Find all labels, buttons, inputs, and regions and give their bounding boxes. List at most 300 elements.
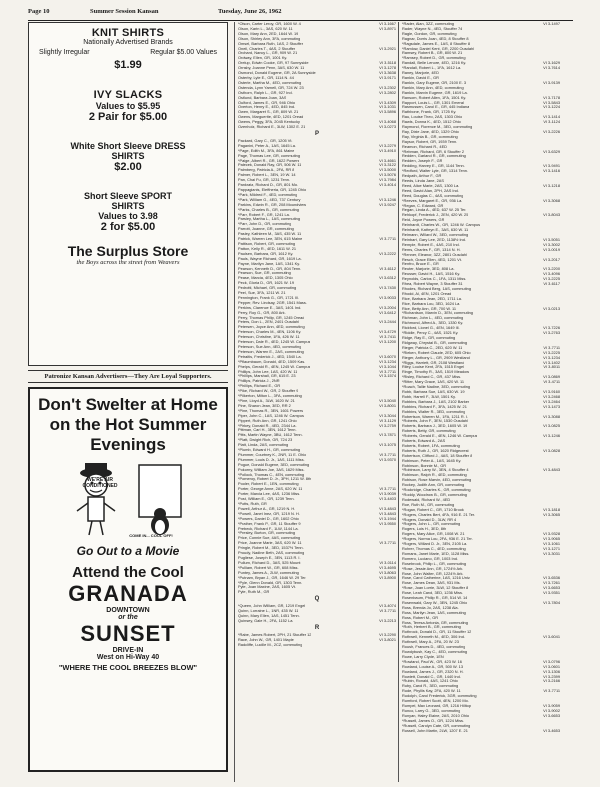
- entry-name: Perry, Roy G., GR, 800 Ark.: [238, 310, 286, 315]
- entry-name: Parkins, Edwin R., GR, 208 Moundview: [238, 202, 307, 207]
- entry-phone: VI 3-7984: [379, 178, 396, 183]
- entry-name: *Rader, Alan, 3ZZ, commuting: [402, 22, 454, 26]
- entry-name: Reinbart, Gary Lee, 2ED, 1138½ Ind.: [402, 237, 466, 242]
- entry-name: Radcliffe, Lucille M., 2CZ, commuting: [238, 642, 303, 647]
- entry-name: Olson, Shirley Ann, 3FA, commuting: [238, 36, 301, 41]
- entry-name: Rawls, Donna K., 4ED, 1512 Ohio: [402, 120, 461, 125]
- entry-name: Overton, Henry E., 4ED, 845 Ind.: [238, 105, 296, 110]
- entry-name: *Russell, James O., GR, 1224 Miss.: [402, 718, 465, 723]
- entry-name: Rudolph, Carol Frederick, 3GR, commuting: [402, 694, 477, 699]
- entry-name: Rems, Charles F., GR, 1314 N. H.: [402, 247, 461, 252]
- entry-name: Ostlund, Barbara Joan, 3AS: [238, 95, 287, 100]
- entry-phone: VI 3-4014: [379, 183, 396, 188]
- entry-phone: VI 3-1306: [543, 669, 560, 674]
- entry-name: Peterson, Charles M., 4EN, 1106 Ky.: [238, 330, 302, 335]
- entry-name: Peel, Sue, 3FA, 1211 W. 21: [238, 291, 286, 296]
- entry-phone: VI 3-3088: [543, 414, 560, 419]
- entry-phone: VI 3-7711: [379, 369, 396, 374]
- entry-phone: VI 3-1075: [379, 443, 396, 448]
- entry-name: Owens, Peggy, 3FA, 2045 Kentucky: [238, 120, 300, 125]
- entry-name: Orchard, Nancy L., GR, 909 W. 21: [238, 51, 298, 56]
- entry-phone: VI 3-5040: [379, 398, 396, 403]
- column-rule: [234, 22, 235, 782]
- entry-phone: VI 3-4843: [379, 511, 396, 516]
- entry-name: Rader, Wayne N., 4ED, Stouffer 74: [402, 26, 463, 31]
- entry-name: Olson, Karin L., 3AS, 620 W. 11: [238, 26, 293, 31]
- entry-phone: VI 3-1061: [543, 542, 560, 547]
- entry-name: *Parks, Charles B., GR, commuting: [238, 207, 299, 212]
- entry-name: Pattison, Robert, GR, commuting: [238, 241, 296, 246]
- entry-phone: VI 3-9491: [543, 164, 560, 169]
- entry-phone: VI 3-8001: [379, 403, 396, 408]
- sunset-drive-in: DRIVE-IN: [112, 647, 144, 654]
- entry-phone: VI 3-7711: [379, 452, 396, 457]
- entry-name: *Rogers, John L., GR, commuting: [402, 522, 461, 527]
- entry-name: Roberts, Betty, GR, commuting: [402, 429, 456, 434]
- entry-phone: VI 3-0114: [379, 560, 396, 565]
- entry-name: Rhodd, Al, 4EN, 1201 Oread: [402, 291, 452, 296]
- entry-name: Perkins, Clarence E., 3AS, 1401 Ind.: [238, 305, 302, 310]
- entry-name: *Russell, Carolyn Cate, GR, commuting: [402, 723, 471, 728]
- section-letter: P: [314, 130, 319, 137]
- entry-name: Redden, Garland R., GR, commuting: [402, 154, 466, 159]
- entry-name: *Page, Edith M., 3FA, 861 Maine: [238, 148, 295, 153]
- entry-name: *Riddle, Percy C., 4AS, 1521 Ky.: [402, 331, 459, 336]
- entry-phone: VI 3-6070: [379, 354, 396, 359]
- directory-entry: [402, 729, 560, 734]
- entry-phone: VI 3-2017: [543, 257, 560, 262]
- entry-name: *Park, Mildred F., 4ED, commuting: [238, 192, 298, 197]
- sport-shirts-title: Short Sleeve SPORT SHIRTS: [83, 191, 173, 211]
- entry-name: Rothwell, Kenneth M., 4ED, 306 Ind.: [402, 635, 465, 640]
- entry-name: Robbins, Walter R., 3ED, commuting: [402, 409, 466, 414]
- entry-name: Pauls, Wayne Richard, GR, 1619 La.: [238, 256, 302, 261]
- entry-name: Roberts, Ruth J., GR, 1620 Ridgecrest: [402, 448, 469, 453]
- entry-name: Rowland, Louise A., GR, 500 W. 13: [402, 664, 463, 669]
- entry-name: Platt, Linda, 2AS, commuting: [238, 443, 289, 448]
- entry-name: Palecek, Donald Ray, GR, 506 W. 11: [238, 163, 302, 168]
- entry-name: *Rowland, Paul W., GR, 423 W. 16: [402, 659, 462, 664]
- entry-name: *Rockridge, Charles K., GR, commuting: [402, 488, 471, 493]
- entry-name: Oulford, James E., GR, 946 Ohio: [238, 100, 296, 105]
- entry-phone: VI 3-6312: [379, 276, 396, 281]
- entry-name: Raymond, Florence M., 3ED, commuting: [402, 125, 473, 130]
- entry-phone: VI 3-2302: [379, 85, 396, 90]
- entry-phone: VI 3-2004: [379, 305, 396, 310]
- entry-name: Randall, Belle Lenore, 4ED, 1216 Ky.: [402, 61, 467, 66]
- entry-name: Rude, Phyllis Kay, 2FA, 420 W. 11: [402, 689, 461, 694]
- entry-name: Reimann, Willard W., 3ED, commuting: [402, 232, 469, 237]
- entry-phone: VI 3-2468: [543, 394, 560, 399]
- entry-phone: VI 3-1124: [543, 120, 560, 125]
- entry-phone: VI 3-3122: [379, 163, 396, 168]
- entry-name: *Roberts, John F., 3EN, 1530 Ousdahl: [402, 419, 468, 424]
- entry-name: Reed, David Alan, 2PH, 2AS Ind.: [402, 188, 459, 193]
- entry-name: *Roddy, Woodrow B., GR, commuting: [402, 493, 467, 497]
- entry-name: *Phillips, Richard E., GR: [238, 384, 281, 389]
- entry-phone: VI 3-1278: [379, 66, 396, 71]
- knit-irregular: Slightly Irregular: [39, 49, 90, 56]
- entry-name: *Roth, Herbert B., GR, commuting: [402, 625, 461, 630]
- entry-name: *Pike, Richard W., GR, 2 Stouffer 9: [238, 389, 299, 394]
- entry-name: Romero, Luciano, GR, 1003 Ind.: [402, 556, 459, 561]
- entry-name: Remple, Robert E., 4AS, 210 Ind.: [402, 242, 460, 247]
- entry-name: *Parr, John D., GR, commuting: [238, 222, 292, 227]
- entry-name: Pearson, Kenneth D., GR, 804 Tenn.: [238, 266, 302, 271]
- entry-name: *Redford, Walter Lyle, GR, 1314 Tenn.: [402, 169, 469, 174]
- entry-name: Prebeck, Richard F., 1LW, 1144 La.: [238, 526, 299, 531]
- entry-name: Renfro, Bruce E., GR: [402, 262, 439, 267]
- entry-name: Rockey, Judith Ann, GR, commuting: [402, 483, 465, 488]
- entry-name: Rumpel, Max Leonard, GR, 1216 Hilltop: [402, 703, 471, 708]
- entry-name: Paganini, Peter A., 1AS, 1645 La.: [238, 143, 296, 148]
- section-letter: Q: [314, 596, 320, 603]
- entry-name: *Robinson, Larry W., 3EN, 4 Stouffer 4: [402, 468, 469, 473]
- entry-name: Rankin, David E., GR: [402, 75, 439, 80]
- entry-phone: VI 3-9328: [543, 532, 560, 537]
- entry-name: Pappagianis, Eleftheria, GR, 1245 Ohio: [238, 188, 307, 192]
- entry-name: Rapport, Louis L., GR, 1301 Emeral: [402, 100, 464, 105]
- entry-name: *Pflaumbaum, Donald, 4ED, 1509 Kas.: [238, 359, 306, 364]
- entry-name: Rieger, Patricia C., 2ED, 620 W. 11: [402, 345, 463, 350]
- entry-name: Rosenbaum, Philip R., GR, 514 W. 14: [402, 596, 468, 601]
- entry-name: Ostenda, Lynn Yarnell, GR, 724 W. 23: [238, 85, 304, 90]
- entry-name: Reinhardt, Charles W., GR, 1246 W. Campus: [402, 223, 481, 228]
- entry-name: *Regan, C. Edward, GR: [402, 203, 444, 208]
- entry-name: *Park, William G., 4ED, 737 Century: [238, 197, 301, 202]
- entry-name: *Pirkey, Donald R., 4ED, 2344 La.: [238, 423, 297, 428]
- knit-shirts-title: KNIT SHIRTS: [91, 27, 165, 39]
- entry-name: *Pyle, Glenn Donald, GR, 1303 Tenn.: [238, 580, 303, 585]
- entry-phone: VI 3-0019: [543, 247, 560, 252]
- entry-name: Petraitis, Frederick J., 4ED, 1540 La.: [238, 354, 302, 359]
- entry-phone: VI 3-2290: [379, 632, 396, 637]
- ivy-price: 2 Pair for $5.00: [88, 111, 168, 123]
- entry-phone: VI 3-4843: [543, 468, 560, 473]
- entry-name: *Reeves, Margaret E., GR, 936 La.: [402, 198, 463, 203]
- entry-phone: VI 3-2802: [379, 90, 396, 95]
- column-rule: [398, 22, 399, 782]
- entry-name: Robinson, Peter A., 1AS, 1645 Ky.: [402, 458, 462, 463]
- entry-name: Proudy, Nadine Beth, 2AS, commuting: [238, 551, 305, 556]
- entry-phone: VI 3-4068: [379, 120, 396, 125]
- entry-name: *Ritter, Mary Grace, 1AS, 420 W. 11: [402, 380, 464, 385]
- entry-name: Rothrock, Donald D., GR, 11 Stouffer 12: [402, 630, 472, 635]
- entry-phone: VI 3-8063: [379, 570, 396, 575]
- movie-ad: [28, 387, 228, 772]
- entry-name: Ruby, Carol R., 3ED, commuting: [402, 684, 459, 689]
- entry-name: *Putnam, Bryan J., GR, 1646 W. 29 Ter.: [238, 575, 307, 580]
- entry-name: Pyle, Ruth M., GR: [238, 590, 270, 595]
- entry-name: Olson, Mary Ann, 2ED, 1644 W. 19: [238, 31, 299, 36]
- entry-phone: VI 3-2226: [543, 129, 560, 134]
- entry-name: Reamon, Richard R., 4ED: [402, 144, 447, 149]
- entry-phone: VI 3-7261: [543, 581, 560, 586]
- entry-name: Richmond, Alfred A., 3ED, 1330 Ky.: [402, 321, 464, 326]
- sunset-slogan: "WHERE THE COOL BREEZES BLOW": [58, 663, 198, 672]
- entry-phone: VI 3-7711: [379, 237, 396, 242]
- entry-name: Pugliese, Joseph E., 3EN, 1113 R. I.: [238, 555, 301, 560]
- entry-name: Rowlett, Donald C., GR, 1440 Ind.: [402, 674, 461, 679]
- entry-name: Pyle, Joan Maxine, 2AS, 1605 Vt.: [238, 585, 296, 590]
- entry-name: *Richardson, Marvin D., 3EN, commuting: [402, 311, 473, 316]
- entry-phone: VI 3-1129: [379, 418, 396, 423]
- page-header: [28, 6, 573, 21]
- entry-name: Phillips, John Lee, 1AS, 420 W. 11: [238, 369, 298, 374]
- entry-name: Porter, Marcia Lee, 4AS, 1236 Miss.: [238, 492, 301, 497]
- entry-name: Omsel, Barbara Ruth, 1AS, 2 Stouffer: [238, 41, 304, 46]
- entry-phone: VI 3-3638: [379, 71, 396, 76]
- entry-phone: VI 3-0869: [543, 375, 560, 380]
- entry-name: Redding, Harvey E., GR, 1144 Tenn.: [402, 164, 465, 169]
- entry-name: Pasley, Kathleen M., 3AS, 435 W. 11: [238, 232, 302, 237]
- entry-name: Rowe, Larry Clyde, 1EN: [402, 654, 444, 659]
- entry-phone: VI 3-4695: [379, 565, 396, 570]
- entry-phone: VI 3-5076: [379, 173, 396, 178]
- entry-name: Rhodes, Richard Berg, 1AS, commuting: [402, 286, 471, 291]
- entry-name: *Pollock, Thomas C., 4EN, commuting: [238, 472, 305, 477]
- entry-name: *Randall, Robert L., 1FA, 1612 La.: [402, 66, 462, 71]
- sunset-theater: SUNSET: [80, 621, 176, 646]
- entry-name: *Rose, Jessie Ann, GR, 1724½ Ark.: [402, 566, 464, 571]
- entry-name: Robertson, Warren M., 1FA, 1211 R. I.: [402, 414, 468, 419]
- entry-name: Ozenholz, Richard E., 3LW, 1302 E. 21: [238, 125, 306, 130]
- entry-name: Rasmussen, Carol E., GR, 445 Indiana: [402, 105, 470, 110]
- entry-name: *Ramlow, Daniel Kent, GR, 2200 Ousdahl: [402, 46, 475, 51]
- entry-name: Payne, Marilyn Jane, 1AS, 1341 Ky.: [238, 261, 300, 266]
- entry-phone: VI 3-9171: [379, 75, 396, 80]
- entry-phone: VI 3-1416: [543, 169, 560, 174]
- entry-name: Pokorny, William Joe, 3AS, 1629 Miss.: [238, 467, 305, 472]
- store-tagline: the Boys across the street from Weavers: [76, 259, 180, 266]
- entry-name: Pedrotti, Michael, GR, commuting: [238, 286, 297, 291]
- entry-name: Rehkopf, Frederick J., 2EN, 420 W. 25: [402, 213, 469, 218]
- entry-name: Redpath, Arthur F., GR: [402, 174, 442, 179]
- entry-name: Patton, Kelly R., 4ED, 1611 W. 21: [238, 246, 297, 251]
- entry-phone: VI 3-0825: [543, 424, 560, 429]
- knit-shirts-subtitle: Nationally Advertised Brands: [83, 39, 173, 46]
- sunset-location: West on Hi-Way 40: [96, 654, 160, 661]
- entry-name: Patrick, Warren Lee, 3EN, 615 Maine: [238, 237, 303, 242]
- directory-column-1: [238, 22, 396, 648]
- entry-name: Romans, Janet Marie, 1ED, 1128 Miss.: [402, 551, 470, 556]
- advertisement-column: [28, 22, 228, 772]
- entry-phone: VI 3-2763: [543, 331, 560, 336]
- entry-name: Orelup, Edwin Cooke, GR, 97 Sunnyside: [238, 61, 309, 66]
- entry-name: Peterson, Dale R., 4ED, 1245 W. Campus: [238, 340, 311, 345]
- entry-name: Ransom, Robert Allen, 1FA, 1501 Ky.: [402, 95, 467, 100]
- entry-name: Pullum, Richard D., 3AS, 525 Mount: [238, 560, 301, 565]
- entry-phone: VI 3-1234: [379, 359, 396, 364]
- entry-name: *Rogers, Willard D. Jr., 3EN, 2105 La.: [402, 542, 468, 547]
- entry-phone: VI 3-1271: [543, 546, 560, 551]
- entry-name: *Powell, Janet Inez, GR, 1219 N. H.: [238, 511, 300, 516]
- entry-name: Race, John W., GR, 1401 Maple: [238, 637, 294, 642]
- entry-phone: VI 3-4309: [379, 100, 396, 105]
- entry-phone: VI 3-2166: [543, 679, 560, 684]
- entry-name: Rice, Barbara Lou, 3ED, 1624 La.: [402, 301, 461, 306]
- knit-regular-values: Regular $5.00 Values: [150, 49, 217, 56]
- entry-name: Packard, Gary C., GR, 1205 Vt.: [238, 138, 293, 143]
- entry-name: Rodewald, Richard W., 4ED: [402, 497, 451, 502]
- entry-name: *Olson, Carter Leroy, GR, 1600 W. 4: [238, 22, 301, 26]
- entry-name: *Pine, Lloyd A., 3LW, 1620 W. 21: [238, 398, 295, 403]
- entry-phone: VI 3-1818: [543, 507, 560, 512]
- entry-phone: VI 3-2200: [543, 267, 560, 272]
- entry-phone: VI 3-1031: [379, 105, 396, 110]
- sport-values: Values to 3.98: [98, 211, 158, 221]
- air-conditioned-sign: WE'RE AIR CONDITIONED: [82, 477, 118, 489]
- entry-phone: VI 3-2225: [543, 350, 560, 355]
- entry-name: Phillips, Patricia J., 2NR: [238, 379, 280, 384]
- entry-phone: VI 3-7226: [543, 326, 560, 331]
- entry-phone: VI 3-0213: [543, 306, 560, 311]
- dress-price: $2.00: [114, 161, 142, 173]
- entry-name: Raysor, Robert, GR, 1939 Tenn.: [402, 139, 458, 144]
- entry-name: Ray, Dixie Jane, 4ED, 1329 Ohio: [402, 129, 459, 134]
- entry-phone: VI 3-2399: [543, 674, 560, 679]
- entry-phone: VI 3-8971: [379, 26, 396, 31]
- entry-name: *Pilkerton, Milton L., 3FA, commuting: [238, 394, 302, 399]
- entry-name: Owens, Marguerite, 4ED, 1201 Oread: [238, 115, 304, 120]
- entry-phone: VI 3-1234: [543, 355, 560, 360]
- entry-name: Osterby, Lyle E., GR, 1114 N. 44: [238, 75, 294, 80]
- entry-phone: VI 3-9550: [379, 521, 396, 526]
- entry-name: Rothwell, Mary A., 2FA, 20 W. 23: [402, 640, 459, 645]
- entry-phone: VI 3-7871: [379, 433, 396, 438]
- entry-phone: VI 3-1574: [379, 374, 396, 379]
- entry-name: Ragle, Gordon, GR, commuting: [402, 31, 457, 36]
- entry-phone: VI 3-9059: [543, 703, 560, 708]
- entry-phone: VI 3-3065: [543, 512, 560, 517]
- entry-name: Plummer, Courtney K., 2NR, 11 E. Ohio: [238, 452, 307, 457]
- entry-phone: VI 3-6653: [543, 586, 560, 591]
- entry-name: Pankratz, Richard D., GR, 801 Mo.: [238, 183, 299, 188]
- entry-name: *Rubin, Ronald, 4AS, 1241 Ohio: [402, 679, 458, 684]
- entry-name: Robb, Barbara Sue, 1AS, 630 W. 19: [402, 389, 465, 394]
- entry-phone: VI 3-1246: [379, 197, 396, 202]
- movie-headline: Don't Swelter at Home on the Hot Summer Evenings: [38, 395, 218, 454]
- entry-name: Pine, Sharon Jean, 3ED, RR 2: [238, 403, 291, 408]
- entry-phone: VI 3-3002: [543, 242, 560, 247]
- entry-phone: VI 3-6117: [543, 282, 560, 287]
- penguin-sign-icon: [135, 459, 185, 539]
- entry-name: *Prather, Frank P., GR, 11 Stouffer 9: [238, 521, 301, 526]
- entry-name: Rieger, Anthony L., GR, 2909 Westland: [402, 355, 470, 360]
- entry-phone: VI 3-7411: [379, 335, 396, 340]
- entry-name: *Parr, Robert F., GR, 1241 La.: [238, 212, 290, 217]
- entry-name: Ridge, Ray E., GR, commuting: [402, 336, 456, 340]
- entry-phone: VI 3-4843: [379, 506, 396, 511]
- entry-phone: VI 3-1044: [379, 364, 396, 369]
- entry-name: Resch, Grace Ellen, 4ED, 1201 Vt.: [402, 257, 462, 262]
- entry-phone: VI 3-6653: [543, 713, 560, 718]
- knit-shirts-row: [29, 49, 227, 56]
- entry-name: *Roach, Tallie Nadine, 3ED, commuting: [402, 385, 471, 390]
- entry-name: *Ragsdale, James E., 1AS, 8 Stouffer 8: [402, 41, 471, 46]
- entry-name: Robbins, Richard F., 3FA, 1425 W. 21: [402, 404, 467, 409]
- entry-name: Rankin, Gary Eugene, GR, 2100 E. 3: [402, 80, 467, 85]
- entry-name: Pan, Chai Fu, GR, 1231 Tenn.: [238, 178, 291, 183]
- dress-shirts-title: White Short Sleeve DRESS SHIRTS: [70, 141, 186, 161]
- entry-phone: VI 3-0601: [543, 664, 560, 669]
- entry-phone: VI 3-1667: [379, 22, 396, 26]
- entry-name: Reusser, David H., 1AS, 1516 Ky.: [402, 272, 461, 277]
- entry-name: Richman, John L., 4ED, commuting: [402, 316, 464, 321]
- entry-phone: VI 3-9039: [379, 492, 396, 497]
- entry-name: Porter, George Anne, 2AS, 620 W. 11: [238, 487, 303, 492]
- entry-phone: VI 3-2759: [379, 423, 396, 428]
- entry-phone: VI 3-7178: [543, 95, 560, 100]
- entry-phone: VI 3-6412: [379, 310, 396, 315]
- entry-name: *Queen, John William, GR, 1219 Engel: [238, 604, 306, 609]
- entry-phone: VI 3-7430: [379, 286, 396, 291]
- directory-entry: [238, 643, 396, 648]
- ivy-values: Values to $5.95: [95, 101, 161, 111]
- entry-phone: VI 3-1629: [543, 61, 560, 66]
- entry-name: *Rogers, Norma Lou, 2FA, 936 E. 21 Ter.: [402, 537, 473, 542]
- entry-phone: VI 3-4096: [543, 272, 560, 277]
- entry-phone: VI 3-7711: [543, 345, 560, 350]
- entry-name: Robison, Rose Marvin, 4ED, commuting: [402, 478, 472, 483]
- entry-phone: VI 3-9002: [543, 708, 560, 713]
- entry-phone: [394, 643, 396, 648]
- entry-phone: VI 3-2444: [379, 320, 396, 325]
- entry-phone: VI 3-4661: [379, 158, 396, 163]
- entry-name: *Roberts, Gerald E., 4EN, 1246 W. Campus: [402, 434, 478, 439]
- entry-name: Rose, James Dean, 3AS, 931 Ms.: [402, 581, 461, 586]
- entry-phone: VI 3-9065: [543, 537, 560, 542]
- entry-name: Peters, Don L., 2EN, 2401 Ousdahl: [238, 320, 299, 325]
- entry-name: Pogue, Donald Eugene, 3ED, commuting: [238, 462, 310, 467]
- entry-name: Roberts, Robert, 1FA, commuting: [402, 443, 460, 448]
- entry-phone: VI 3-5843: [543, 100, 560, 105]
- entry-phone: VI 3-6329: [543, 149, 560, 154]
- issue-date: Tuesday, June 26, 1962: [218, 8, 282, 15]
- entry-phone: VI 3-7711: [379, 487, 396, 492]
- entry-name: Ray, Virginia B., GR, commuting: [402, 134, 458, 139]
- entry-name: Quinn, Mary Ellen, 1AS, 1451 Tenn.: [238, 614, 300, 619]
- entry-name: Pippert, Ruth Ann, GR, 1241 Ohio: [238, 418, 297, 423]
- entry-name: Ross, Brenda Jo, 2AS, 1238 Ala.: [402, 605, 459, 610]
- entry-phone: VI 3-3031: [543, 551, 560, 556]
- entry-name: Pepper, Rev. Lindsay, 2GR, 1541 Mass.: [238, 300, 307, 305]
- entry-name: *Risley, Richard C., GR, 437 Miss.: [402, 375, 462, 380]
- entry-name: Ross, Robert M., GR: [402, 615, 439, 620]
- store-name: The Surplus Store: [67, 243, 189, 259]
- entry-name: Phelps, Gerald R., 4EN, 1245 W. Campus: [238, 364, 311, 369]
- entry-phone: VI 3-6112: [379, 266, 396, 271]
- entry-phone: VI 3-4653: [543, 728, 560, 733]
- entry-name: Osterle, Martha M., 4ED, commuting: [238, 80, 302, 85]
- entry-name: Pennington, Frank G., GR, 1721 Ill.: [238, 295, 299, 300]
- entry-name: Rogers, Mary Alice, GR, 1008 W. 21: [402, 532, 465, 537]
- entry-name: Ragnar, Dorris Joan, 4ED, 8 Stouffer 8: [402, 36, 469, 41]
- entry-name: *Platt, Dwight Rich, GR, 724 23: [238, 438, 293, 443]
- attend-the-cool: Attend the Cool: [72, 564, 184, 581]
- entry-name: Roberts, Barbara J., 3ED, 1605 W. 19: [402, 424, 468, 429]
- entry-name: Rankin, Marvin Eugene, GR, 1619 La.: [402, 90, 468, 95]
- entry-name: Rhea, Robert Wayne, 3 Stouffer 31: [402, 282, 463, 287]
- entry-name: *Plumb, Edward H., GR, commuting: [238, 448, 301, 453]
- entry-phone: VI 3-2464: [543, 399, 560, 404]
- entry-phone: VI 3-2213: [379, 618, 396, 623]
- entry-name: Rosenwald, Gary W., 3EN, 1245 Ohio: [402, 600, 468, 605]
- entry-name: *Rogers, Donald D., 3LW, RR 4: [402, 517, 457, 522]
- entry-phone: VI 3-2222: [379, 251, 396, 256]
- entry-name: Puntey, James A., 2LW, commuting: [238, 570, 299, 575]
- entry-name: Ornsby, Joanne Penn, 3AS, 630 W. 11: [238, 66, 305, 71]
